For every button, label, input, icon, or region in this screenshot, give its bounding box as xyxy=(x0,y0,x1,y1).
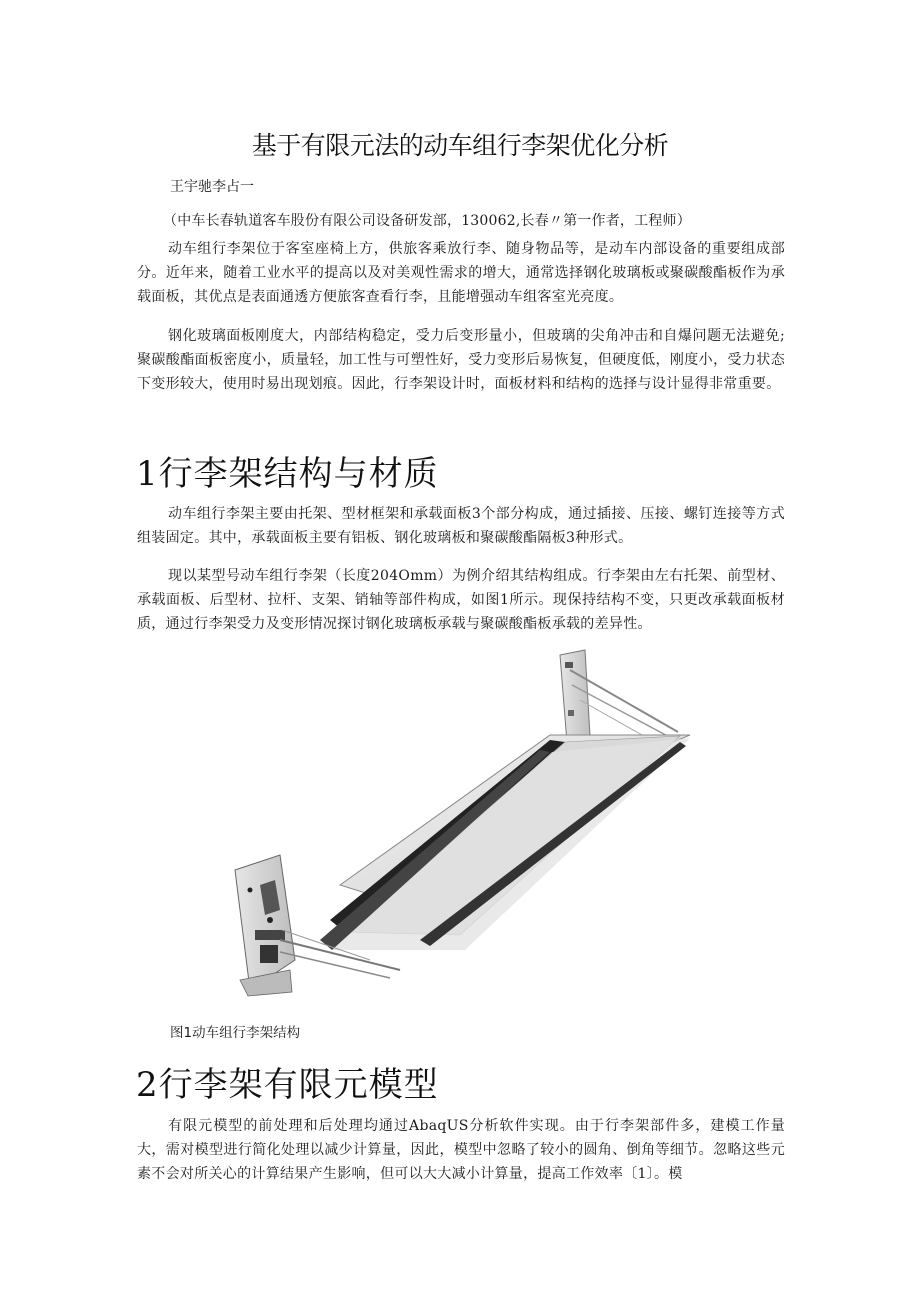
figure-1-caption: 图1动车组行李架结构 xyxy=(170,1025,301,1041)
intro-paragraph-1: 动车组行李架位于客室座椅上方，供旅客乘放行李、随身物品等，是动车内部设备的重要组成部分。近年来，随着工业水平的提高以及对美观性需求的增大，通常选择钢化玻璃板或聚碳酸酯板作为承载面板，其优点是表面通透方便旅客查看行李，且能增强动车组客室光亮度。 xyxy=(137,241,785,305)
section-2-paragraph-1: 有限元模型的前处理和后处理均通过AbaqUS分析软件实现。由于行李架部件多，建模工作量大，需对模型进行简化处理以减少计算量，因此，模型中忽略了较小的圆角、倒角等细节。忽略这些元素不会对所关心的计算结果产生影响，但可以大大减小计算量，提高工作效率〔1〕。模 xyxy=(137,1118,785,1182)
section-1-paragraph-2: 现以某型号动车组行李架（长度204Omm）为例介绍其结构组成。行李架由左右托架、前型材、承载面板、后型材、拉杆、支架、销轴等部件构成，如图1所示。现保持结构不变，只更改承载面板材质，通过行李架受力及变形情况探讨钢化玻璃板承载与聚碳酸酯板承载的差异性。 xyxy=(137,568,785,632)
carrier-panel xyxy=(320,735,690,950)
section-1-heading: 1行李架结构与材质 xyxy=(136,454,439,494)
authors: 王宇驰李占一 xyxy=(170,179,254,195)
section-2-heading: 2行李架有限元模型 xyxy=(136,1065,439,1105)
paper-title: 基于有限元法的动车组行李架优化分析 xyxy=(251,131,669,160)
affiliation: （中车长春轨道客车股份有限公司设备研发部，130062,长春〃第一作者，工程师） xyxy=(163,213,691,229)
intro-paragraph-2: 钢化玻璃面板刚度大，内部结构稳定，受力后变形量小，但玻璃的尖角冲击和自爆问题无法避免;聚碳酸酯面板密度小，质量轻，加工性与可塑性好，受力变形后易恢复，但硬度低，刚度小，受力状态下变形较大，使用时易出现划痕。因此，行李架设计时，面板材料和结构的选择与设计显得非常重要。 xyxy=(137,328,785,392)
luggage-rack-figure xyxy=(220,640,700,1000)
section-1-paragraph-1: 动车组行李架主要由托架、型材框架和承载面板3个部分构成，通过插接、压接、螺钉连接等方式组装固定。其中，承载面板主要有铝板、钢化玻璃板和聚碳酸酯隔板3种形式。 xyxy=(137,506,785,546)
